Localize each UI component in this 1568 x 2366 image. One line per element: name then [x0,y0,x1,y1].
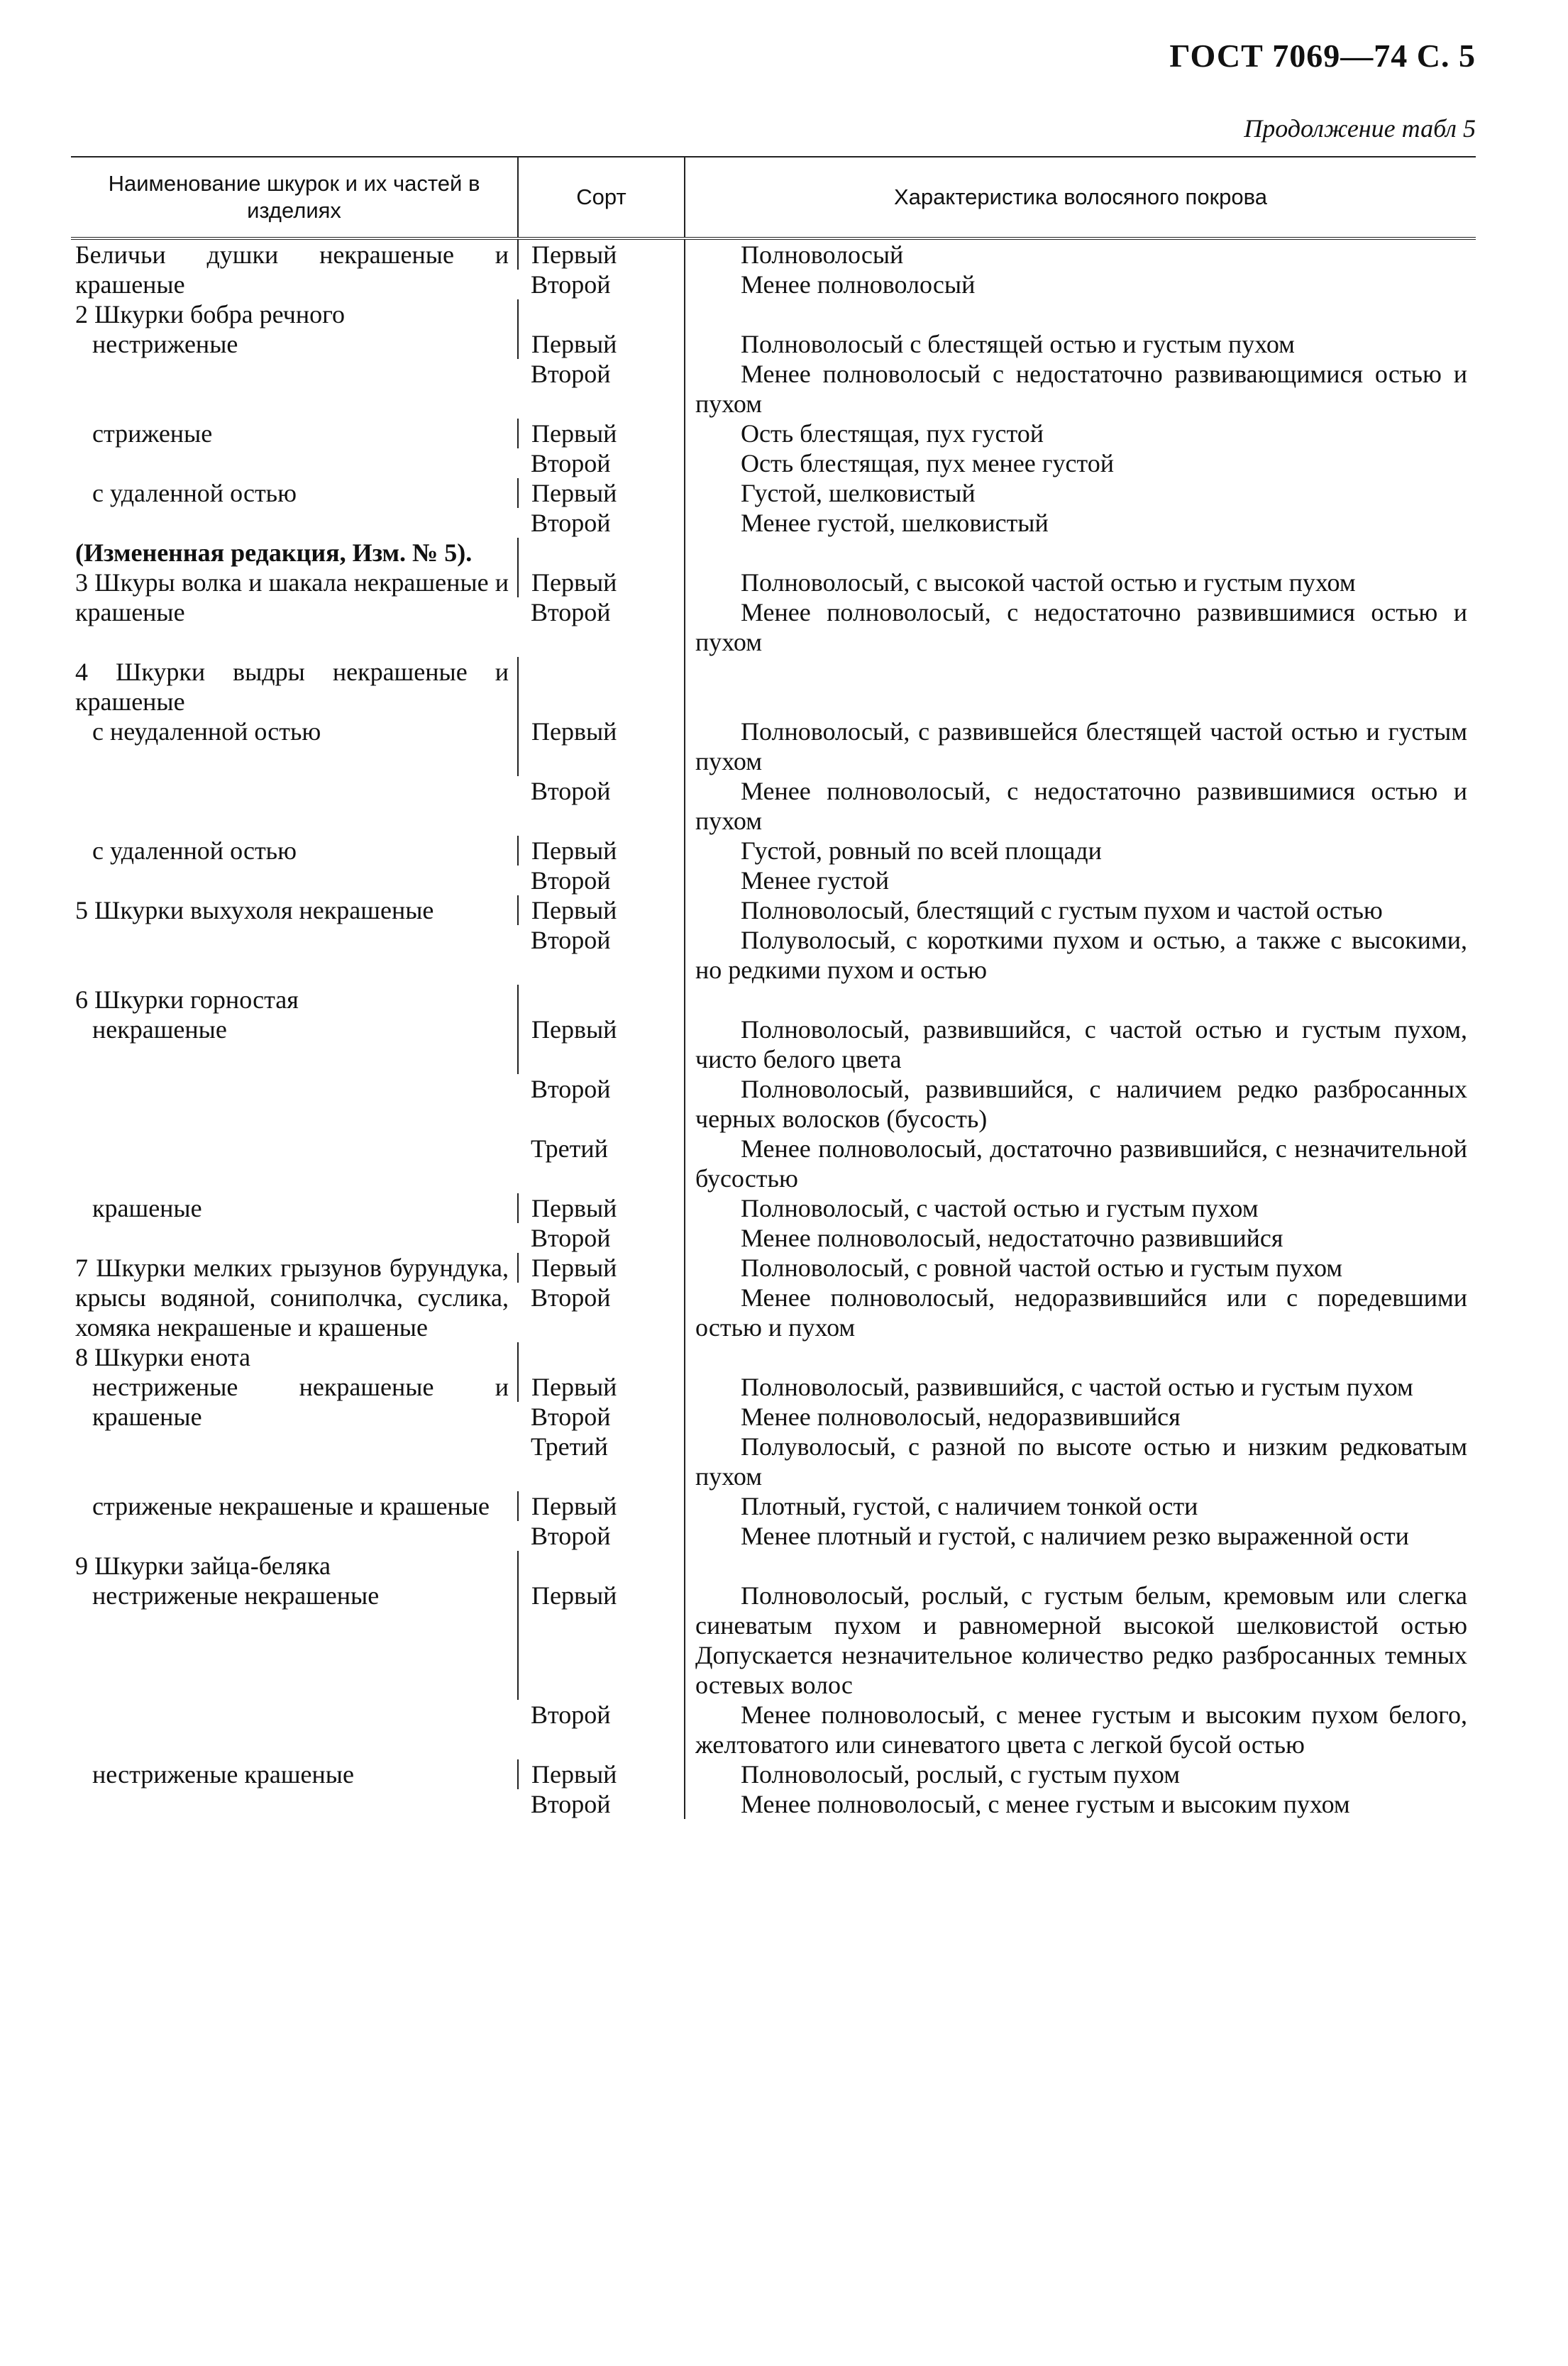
characteristic-cell: Менее полноволосый, достаточно развившийся, с незначительной бусостью [685,1134,1476,1193]
table-row [71,895,1476,925]
table-row [71,1015,1476,1074]
characteristic-cell: Полноволосый, с ровной частой остью и густым пухом [685,1253,1476,1283]
characteristic-cell: Менее полноволосый, недоразвившийся или с поредевшими остью и пухом [685,1283,1476,1342]
characteristic-cell: Полноволосый, рослый, с густым пухом [685,1759,1476,1789]
table-continuation-label: Продолжение табл 5 [1244,114,1476,143]
characteristic-cell: Менее полноволосый, с менее густым и высоким пухом белого, желтоватого или синеватого цвета с легкой бусой остью [685,1700,1476,1759]
grade-cell: Первый [518,1491,685,1521]
grade-cell: Второй [531,598,611,626]
grade-cell: Второй [531,1224,611,1252]
characteristic-cell: Менее полноволосый, недостаточно развившийся [685,1223,1476,1253]
characteristic-cell: Полноволосый, с развившейся блестящей частой остью и густым пухом [685,717,1476,776]
column-header-characteristic: Характеристика волосяного покрова [685,157,1476,238]
grade-cell: Второй [531,777,611,805]
grade-cell: Первый [518,1372,685,1402]
characteristic-cell: Менее плотный и густой, с наличием резко выраженной ости [685,1521,1476,1551]
grade-cell: Первый [518,568,685,597]
grade-cell: Первый [518,1193,685,1223]
grade-cell: Первый [518,1759,685,1789]
table-row [71,1193,1476,1223]
characteristic-cell: Полноволосый, развившийся, с частой остью и густым пухом [685,1372,1476,1402]
fur-item-name: с удаленной остью [92,479,297,507]
fur-item-name: 6 Шкурки горностая [75,985,299,1014]
characteristic-cell: Полноволосый, развившийся, с наличием редко разбросанных черных волосков (бусость) [685,1074,1476,1134]
grade-cell: Второй [531,1075,611,1103]
characteristic-cell [685,299,1476,329]
characteristic-cell: Менее полноволосый [685,270,1476,299]
characteristic-cell: Менее полноволосый, с недостаточно развившимися остью и пухом [685,776,1476,836]
grade-cell: Второй [531,866,611,895]
fur-item-name: нестриженые [92,330,238,358]
grade-cell [518,299,685,329]
grade-cell [518,985,685,1015]
fur-item-name: 2 Шкурки бобра речного [75,300,345,328]
grade-cell: Второй [531,1283,611,1312]
grade-cell [518,1551,685,1581]
grade-cell: Первый [518,836,685,866]
table-row [71,1342,1476,1372]
table-row [71,568,1476,597]
fur-item-name: с удаленной остью [92,836,297,865]
characteristic-cell: Менее полноволосый, недоразвившийся [685,1402,1476,1432]
characteristic-cell: Полноволосый [685,238,1476,270]
table-header-row [71,157,1476,238]
characteristic-cell [685,1342,1476,1372]
fur-item-name: Беличьи душки некрашеные и крашеные [75,241,509,299]
grade-cell: Второй [531,509,611,537]
column-header-name: Наименование шкурок и их частей в изделиях [71,157,518,238]
table-row [71,299,1476,329]
table-row [71,238,1476,270]
grade-cell [518,1342,685,1372]
fur-item-name: (Измененная редакция, Изм. № 5). [75,538,473,567]
characteristic-cell: Полноволосый, развившийся, с частой остью и густым пухом, чисто белого цвета [685,1015,1476,1074]
table-row [71,1759,1476,1789]
fur-item-name: крашеные [92,1194,202,1222]
characteristic-cell: Менее густой [685,866,1476,895]
grade-cell: Второй [531,360,611,388]
fur-item-name: стриженые некрашеные и крашеные [92,1492,490,1520]
characteristic-cell [685,538,1476,568]
fur-item-name: 4 Шкурки выдры некрашеные и крашеные [75,658,509,716]
column-header-grade: Сорт [518,157,685,238]
characteristic-cell: Полуволосый, с короткими пухом и остью, а также с высокими, но редкими пухом и остью [685,925,1476,985]
fur-item-name: 9 Шкурки зайца-беляка [75,1552,331,1580]
table-row [71,985,1476,1015]
table-row [71,1372,1476,1402]
table-row [71,717,1476,776]
grade-cell: Второй [531,1701,611,1729]
table-body [71,238,1476,1819]
fur-characteristics-table [71,156,1476,1819]
characteristic-cell: Густой, ровный по всей площади [685,836,1476,866]
characteristic-cell: Полноволосый, блестящий с густым пухом и частой остью [685,895,1476,925]
grade-cell: Второй [531,926,611,954]
grade-cell: Первый [518,478,685,508]
characteristic-cell: Полноволосый, рослый, с густым белым, кремовым или слегка синеватым пухом и равномерной высокой шелковистой остью Допускается незначительное количество редко разбросанных темных остевых волос [685,1581,1476,1700]
characteristic-cell: Плотный, густой, с наличием тонкой ости [685,1491,1476,1521]
grade-cell: Первый [518,717,685,776]
table-row [71,419,1476,448]
table-row [71,1551,1476,1581]
fur-item-name: нестриженые крашеные [92,1760,354,1789]
table-row [71,329,1476,359]
fur-item-name: нестриженые некрашеные и крашеные [92,1373,509,1431]
characteristic-cell: Полноволосый с блестящей остью и густым пухом [685,329,1476,359]
grade-cell [518,657,685,717]
table-row [71,1253,1476,1283]
grade-cell: Первый [518,895,685,925]
characteristic-cell: Полноволосый, с высокой частой остью и густым пухом [685,568,1476,597]
characteristic-cell: Менее полноволосый, с недостаточно развившимися остью и пухом [685,597,1476,657]
characteristic-cell: Менее полноволосый с недостаточно развивающимися остью и пухом [685,359,1476,419]
grade-cell: Первый [518,329,685,359]
characteristic-cell: Ость блестящая, пух густой [685,419,1476,448]
fur-item-name: 8 Шкурки енота [75,1343,250,1371]
fur-item-name: 3 Шкуры волка и шакала некрашеные и крашеные [75,568,509,626]
fur-item-name: 7 Шкурки мелких грызунов бурундука, крысы водяной, сониполчка, суслика, хомяка некрашеные и крашеные [75,1254,509,1342]
characteristic-cell: Полноволосый, с частой остью и густым пухом [685,1193,1476,1223]
table-row [71,657,1476,717]
characteristic-cell: Ость блестящая, пух менее густой [685,448,1476,478]
fur-item-name: стриженые [92,419,213,448]
characteristic-cell [685,1551,1476,1581]
table-row [71,836,1476,866]
grade-cell: Первый [518,1581,685,1700]
table-row [71,1581,1476,1700]
grade-cell: Первый [518,419,685,448]
grade-cell: Первый [518,1253,685,1283]
table-row [71,478,1476,508]
page-header: ГОСТ 7069—74 С. 5 [1169,38,1476,74]
grade-cell: Второй [531,1403,611,1431]
grade-cell: Третий [531,1134,608,1163]
fur-item-name: с неудаленной остью [92,717,321,746]
grade-cell: Первый [518,1015,685,1074]
grade-cell: Первый [518,238,685,270]
characteristic-cell [685,657,1476,717]
grade-cell: Второй [531,1790,611,1818]
grade-cell: Третий [531,1432,608,1461]
grade-cell: Второй [531,270,611,299]
fur-item-name: нестриженые некрашеные [92,1581,380,1610]
characteristic-cell: Менее полноволосый, с менее густым и высоким пухом [685,1789,1476,1819]
characteristic-cell [685,985,1476,1015]
characteristic-cell: Полуволосый, с разной по высоте остью и низким редковатым пухом [685,1432,1476,1491]
table-row [71,1491,1476,1521]
grade-cell: Второй [531,449,611,477]
characteristic-cell: Менее густой, шелковистый [685,508,1476,538]
table-row [71,538,1476,568]
grade-cell [518,538,685,568]
characteristic-cell: Густой, шелковистый [685,478,1476,508]
fur-item-name: некрашеные [92,1015,227,1044]
grade-cell: Второй [531,1522,611,1550]
fur-item-name: 5 Шкурки выхухоля некрашеные [75,896,434,924]
